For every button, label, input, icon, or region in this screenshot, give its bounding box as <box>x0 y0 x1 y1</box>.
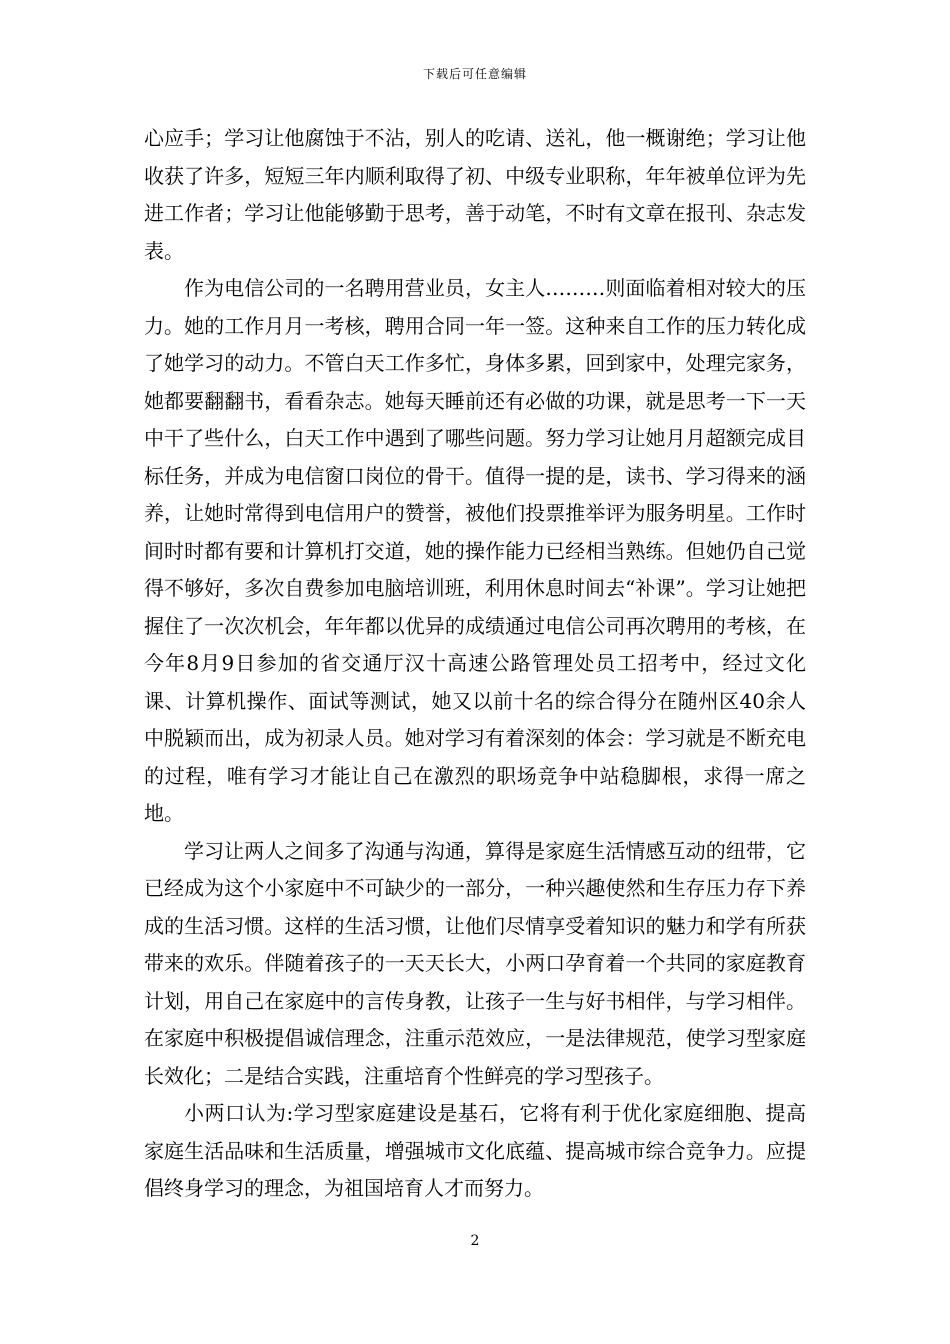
page-number: 2 <box>470 1233 480 1249</box>
document-body <box>144 120 806 1208</box>
paragraph-3: 学习让两人之间多了沟通与沟通，算得是家庭生活情感互动的纽带，它已经成为这个小家庭中不可缺少的一部分，一种兴趣使然和生存压力存下养成的生活习惯。这样的生活习惯，让他们尽情享受着知识的魅力和学有所获带来的欢乐。伴随着孩子的一天天长大，小两口孕育着一个共同的家庭教育计划，用自己在家庭中的言传身教，让孩子一生与好书相伴，与学习相伴。在家庭中积极提倡诚信理念，注重示范效应，一是法律规范，使学习型家庭长效化；二是结合实践，注重培育个性鲜亮的学习型孩子。 <box>144 838 806 1088</box>
page-header: 下载后可任意编辑 <box>422 67 527 81</box>
paragraph-4: 小两口认为:学习型家庭建设是基石，它将有利于优化家庭细胞、提高家庭生活品味和生活质量，增强城市文化底蕴、提高城市综合竞争力。应提倡终身学习的理念，为祖国培育人才而努力。 <box>144 1101 806 1200</box>
paragraph-1: 心应手；学习让他腐蚀于不沾，别人的吃请、送礼，他一概谢绝；学习让他收获了许多，短短三年内顺利取得了初、中级专业职称，年年被单位评为先进工作者；学习让他能够勤于思考，善于动笔，不时有文章在报刊、杂志发表。 <box>144 126 806 263</box>
paragraph-2: 作为电信公司的一名聘用营业员，女主人………则面临着相对较大的压力。她的工作月月一考核，聘用合同一年一签。这种来自工作的压力转化成了她学习的动力。不管白天工作多忙，身体多累，回到家中，处理完家务，她都要翻翻书，看看杂志。她每天睡前还有必做的功课，就是思考一下一天中干了些什么，白天工作中遇到了哪些问题。努力学习让她月月超额完成目标任务，并成为电信窗口岗位的骨干。值得一提的是，读书、学习得来的涵养，让她时常得到电信用户的赞誉，被他们投票推举评为服务明星。工作时间时时都有要和计算机打交道，她的操作能力已经相当熟练。但她仍自己觉得不够好，多次自费参加电脑培训班，利用休息时间去“补课”。学习让她把握住了一次次机会，年年都以优异的成绩通过电信公司再次聘用的考核，在今年8月9日参加的省交通厅汉十高速公路管理处员工招考中，经过文化课、计算机操作、面试等测试，她又以前十名的综合得分在随州区40余人中脱颖而出，成为初录人员。她对学习有着深刻的体会：学习就是不断充电的过程，唯有学习才能让自己在激烈的职场竞争中站稳脚根，求得一席之地。 <box>144 276 806 825</box>
